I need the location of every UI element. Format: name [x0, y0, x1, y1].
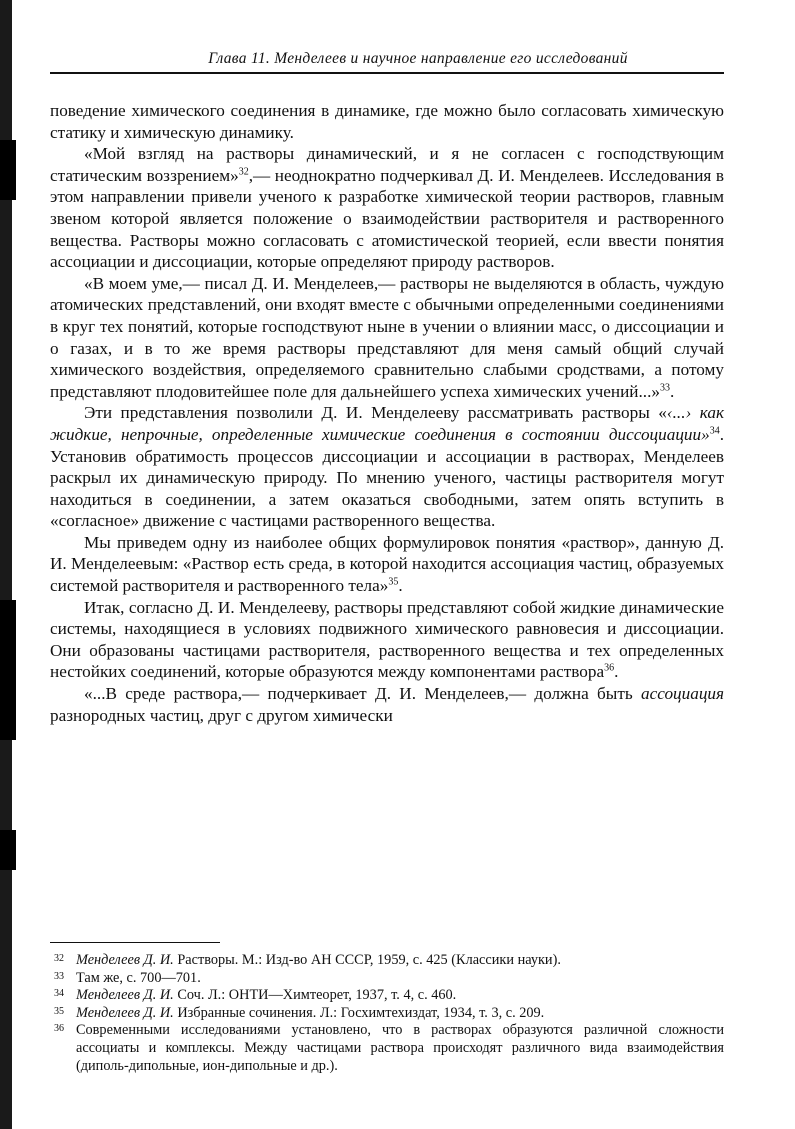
footnote-ref[interactable]: 33 [660, 381, 670, 393]
footnote-rule [50, 942, 220, 943]
footnote-number: 33 [54, 970, 64, 982]
footnote-author: Менделеев Д. И. [76, 1004, 174, 1021]
paragraph-text: Итак, согласно Д. И. Менделееву, растворы представляют собой жидкие динамические системы, находящиеся в условиях подвижного химического равновесия и диссоциации. Они образованы частицами растворителя, растворенного вещества и тех определенных нестойких соединений, которые образуются между компонентами раствора [50, 597, 724, 682]
footnote [50, 952, 724, 970]
footnote-number: 35 [54, 1005, 64, 1017]
footnote-number: 32 [54, 953, 64, 964]
italic-quote: ‹...› как жидкие, непрочные, определенные химические соединения в состоянии диссоциации» [50, 403, 724, 444]
footnotes [50, 952, 724, 1075]
paragraph-text: Эти представления позволили Д. И. Менделееву рассматривать растворы « [84, 403, 667, 423]
paragraph-text: «...В среде раствора,— подчеркивает Д. И. Менделеев,— должна быть [84, 684, 642, 704]
italic-term: ассоциация [641, 684, 724, 704]
footnote-ref[interactable]: 35 [388, 576, 399, 588]
footnote-text: Избранные сочинения. Л.: Госхимтехиздат, 1934, т. 3, с. 209. [173, 1004, 545, 1021]
footnote-number: 34 [54, 988, 64, 1000]
paragraph-text: Мы приведем одну из наиболее общих формулировок понятия «раствор», данную Д. И. Менделеевым: «Раствор есть среда, в которой находится ассоциация частиц, образуемых системой растворителя и растворенного тела» [50, 532, 724, 596]
footnote [50, 1022, 724, 1075]
paragraph [50, 683, 724, 726]
paragraph-text: . [670, 381, 675, 401]
paragraph-text: разнородных частиц, друг с другом химически [50, 705, 393, 725]
paragraph [50, 273, 724, 403]
paragraph [50, 402, 724, 532]
paragraph [50, 100, 724, 143]
footnote-ref[interactable]: 36 [604, 662, 615, 674]
running-header: Глава 11. Менделеев и научное направление его исследований [208, 50, 628, 67]
footnote-ref[interactable]: 34 [709, 425, 720, 437]
footnote-number: 36 [54, 1023, 64, 1035]
paragraph [50, 143, 724, 273]
footnote-text: Современными исследованиями установлено, что в растворах образуются различной сложности ассоциаты и комплексы. Между частицами раствора происходят различного вида взаимодействия (диполь-дипольные, ион-дипольные и др.). [76, 1022, 724, 1074]
footnote [50, 970, 724, 988]
spine-shadow [0, 140, 16, 200]
paragraph-text: «В моем уме,— писал Д. И. Менделеев,— растворы не выделяются в область, чуждую атомических представлений, они входят вместе с обычными определенными соединениями в круг тех понятий, которые господствуют ныне в учении о влиянии масс, о диссоциации и о газах, и в то же время растворы представляют для меня самый общий случай химического воздействия, определяемого сравнительно слабыми сродствами, а потому представляют плодовитейшее поле для дальнейшего успеха химических учений...» [50, 273, 724, 401]
paragraph-text: . [398, 576, 403, 596]
header-rule [50, 72, 724, 74]
footnote-author: Менделеев Д. И. [76, 952, 174, 968]
paragraph-text: . Установив обратимость процессов диссоциации и ассоциации в растворах, Менделеев раскрыл их динамическую природу. По мнению ученого, частицы растворителя могут находиться в соединении, а затем оказаться свободными, затем опять вступить в «согласное» движение с частицами растворенного вещества. [50, 424, 724, 531]
paragraph-text: поведение химического соединения в динамике, где можно было согласовать химическую статику и химическую динамику. [50, 101, 724, 142]
paragraph-text: «Мой взгляд на растворы динамический, и я не согласен с господствующим статическим воззрением» [50, 144, 724, 185]
footnote [50, 987, 724, 1005]
main-text [50, 100, 724, 726]
paragraph [50, 532, 724, 597]
paragraph-text: ,— неоднократно подчеркивал Д. И. Менделеев. Исследования в этом направлении привели ученого к разработке химической теории растворов, главным звеном которой является положение о взаимодействии растворителя и растворенного вещества. Растворы можно согласовать с атомистической теорией, если ввести понятия ассоциации и диссоциации, которые определяют природу растворов. [50, 165, 724, 272]
spine-shadow [0, 830, 16, 870]
paragraph-text: . [614, 662, 619, 682]
paragraph [50, 597, 724, 683]
footnote-author: Менделеев Д. И. [76, 987, 174, 1004]
footnote-text: Соч. Л.: ОНТИ—Химтеорет, 1937, т. 4, с. 460. [173, 987, 457, 1004]
footnote-ref[interactable]: 32 [238, 166, 249, 178]
spine-shadow [0, 600, 16, 740]
footnote-text: Там же, с. 700—701. [76, 969, 201, 986]
footnote [50, 1005, 724, 1023]
footnote-text: Растворы. М.: Изд-во АН СССР, 1959, с. 425 (Классики науки). [173, 952, 561, 968]
